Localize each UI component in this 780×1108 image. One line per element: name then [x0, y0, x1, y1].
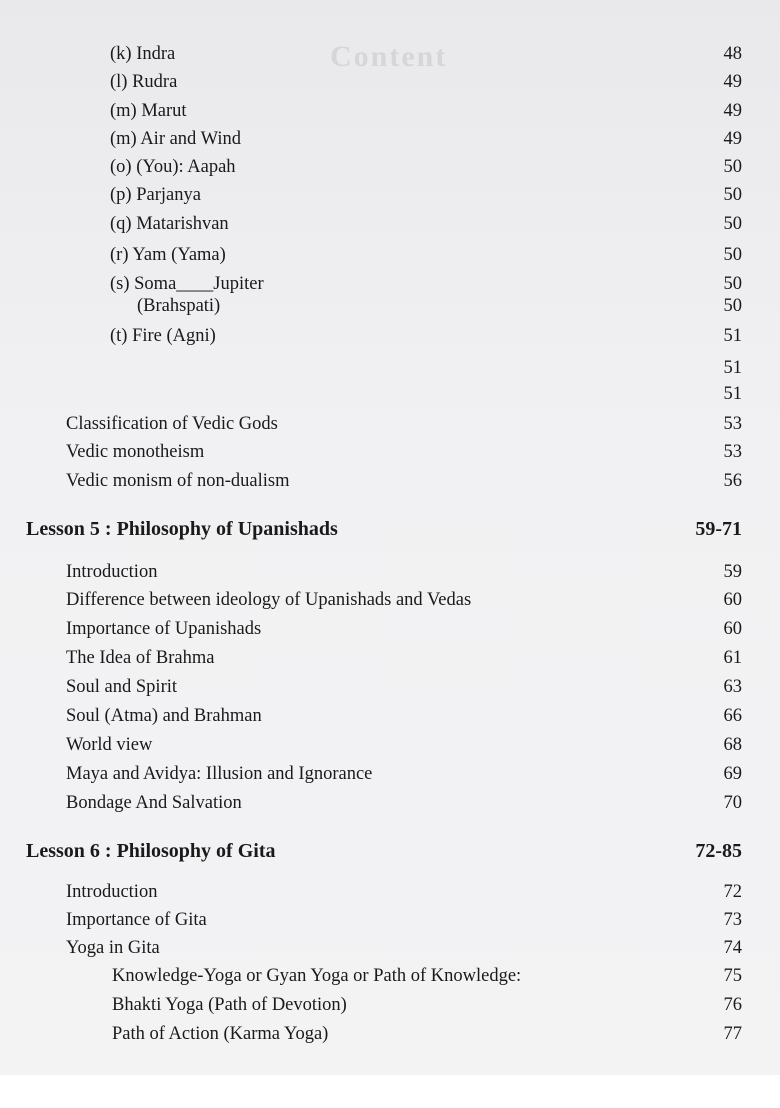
- toc-entry-label: Lesson 6 : Philosophy of Gita: [26, 840, 276, 862]
- toc-entry: [0, 648, 780, 674]
- toc-entry: [0, 129, 780, 155]
- toc-entry: [0, 471, 780, 497]
- toc-entry-page: 72-85: [695, 840, 742, 862]
- toc-entry: [0, 882, 780, 908]
- toc-entry-page: 76: [723, 995, 742, 1015]
- toc-entry-page: 50: [723, 185, 742, 205]
- toc-entry: [0, 706, 780, 732]
- toc-entry-label: (m) Air and Wind: [110, 129, 241, 149]
- toc-entry-label: The Idea of Brahma: [66, 648, 215, 668]
- toc-entry-page: 74: [723, 938, 742, 958]
- toc-entry-label: (r) Yam (Yama): [110, 245, 226, 265]
- toc-entry-label: Importance of Upanishads: [66, 619, 262, 639]
- toc-entry-page: 50: [723, 214, 742, 234]
- toc-entry: [0, 966, 780, 992]
- toc-entry-page: 59-71: [695, 518, 742, 540]
- toc-entry-page: 77: [723, 1024, 742, 1044]
- toc-entry-page: 70: [723, 793, 742, 813]
- toc-entry-page: 68: [723, 735, 742, 755]
- toc-entry-label: Soul (Atma) and Brahman: [66, 706, 262, 726]
- toc-entry-label: (q) Matarishvan: [110, 214, 229, 234]
- toc-entry-page: 50: [723, 274, 742, 294]
- toc-entry-label: (Brahspati): [137, 296, 221, 316]
- toc-entry-label: (t) Fire (Agni): [110, 326, 216, 346]
- toc-entry-label: Bhakti Yoga (Path of Devotion): [112, 995, 347, 1015]
- toc-lesson-heading: [0, 840, 780, 866]
- toc-entry-page: 69: [723, 764, 742, 784]
- toc-entry: [0, 995, 780, 1021]
- toc-entry: [0, 938, 780, 964]
- toc-entry-page: 49: [723, 72, 742, 92]
- toc-entry: [0, 562, 780, 588]
- toc-entry: [0, 44, 780, 70]
- toc-entry-label: (m) Marut: [110, 101, 187, 121]
- toc-entry-page: 59: [723, 562, 742, 582]
- toc-entry: [0, 764, 780, 790]
- toc-entry-label: Importance of Gita: [66, 910, 207, 930]
- toc-entry-label: Introduction: [66, 882, 158, 902]
- toc-entry: [0, 793, 780, 819]
- toc-entry-page: 49: [723, 101, 742, 121]
- toc-entry-page: 50: [723, 245, 742, 265]
- toc-entry-label: World view: [66, 735, 153, 755]
- toc-entry-page: 56: [723, 471, 742, 491]
- toc-entry: [0, 677, 780, 703]
- toc-entry-label: Difference between ideology of Upanishads and Vedas: [66, 590, 472, 610]
- toc-entry: [0, 296, 780, 322]
- toc-entry: [0, 590, 780, 616]
- toc-entry-page: 61: [723, 648, 742, 668]
- toc-entry-label: (k) Indra: [110, 44, 176, 64]
- toc-entry: [0, 157, 780, 183]
- toc-entry-page: 53: [723, 442, 742, 462]
- toc-entry: [0, 1024, 780, 1050]
- toc-entry: [0, 735, 780, 761]
- toc-entry-page: 51: [723, 326, 742, 346]
- toc-entry-label: Classification of Vedic Gods: [66, 414, 278, 434]
- toc-entry: [0, 214, 780, 240]
- toc-entry-page: 49: [723, 129, 742, 149]
- toc-entry-page: 48: [723, 44, 742, 64]
- toc-entry-page: 51: [723, 384, 742, 404]
- toc-entry-page: 63: [723, 677, 742, 697]
- toc-entry: [0, 414, 780, 440]
- toc-entry: [0, 185, 780, 211]
- toc-entry-label: Vedic monotheism: [66, 442, 205, 462]
- toc-entry-page: 53: [723, 414, 742, 434]
- toc-entry-page: 60: [723, 590, 742, 610]
- toc-entry-page: 60: [723, 619, 742, 639]
- toc-entry-label: Introduction: [66, 562, 158, 582]
- toc-entry-label: Bondage And Salvation: [66, 793, 242, 813]
- toc-entry: [0, 101, 780, 127]
- toc-entry-label: Lesson 5 : Philosophy of Upanishads: [26, 518, 338, 540]
- toc-entry: [0, 442, 780, 468]
- toc-entry-label: Knowledge-Yoga or Gyan Yoga or Path of Knowledge:: [112, 966, 522, 986]
- toc-entry: [0, 245, 780, 271]
- toc-entry-label: (s) Soma____Jupiter: [110, 274, 264, 294]
- toc-entry-page: 75: [723, 966, 742, 986]
- toc-entry: [0, 619, 780, 645]
- toc-entry-label: Yoga in Gita: [66, 938, 160, 958]
- toc-entry-label: (l) Rudra: [110, 72, 178, 92]
- toc-entry-label: (p) Parjanya: [110, 185, 201, 205]
- toc-entry-page: 66: [723, 706, 742, 726]
- toc-entry-label: Soul and Spirit: [66, 677, 178, 697]
- toc-entry-label: Path of Action (Karma Yoga): [112, 1024, 329, 1044]
- toc-entry: [0, 72, 780, 98]
- toc-entry: [0, 384, 780, 410]
- toc-entry-page: 50: [723, 296, 742, 316]
- toc-entry-page: 51: [723, 358, 742, 378]
- toc-entry-label: Maya and Avidya: Illusion and Ignorance: [66, 764, 373, 784]
- toc-entry: [0, 358, 780, 384]
- show-through-text: Content: [330, 40, 448, 73]
- toc-entry: [0, 910, 780, 936]
- toc-entry-page: 73: [723, 910, 742, 930]
- toc-entry-label: (o) (You): Aapah: [110, 157, 236, 177]
- toc-entry-label: Vedic monism of non-dualism: [66, 471, 290, 491]
- toc-entry: [0, 326, 780, 352]
- toc-entry-page: 50: [723, 157, 742, 177]
- toc-lesson-heading: [0, 518, 780, 544]
- toc-entry-page: 72: [723, 882, 742, 902]
